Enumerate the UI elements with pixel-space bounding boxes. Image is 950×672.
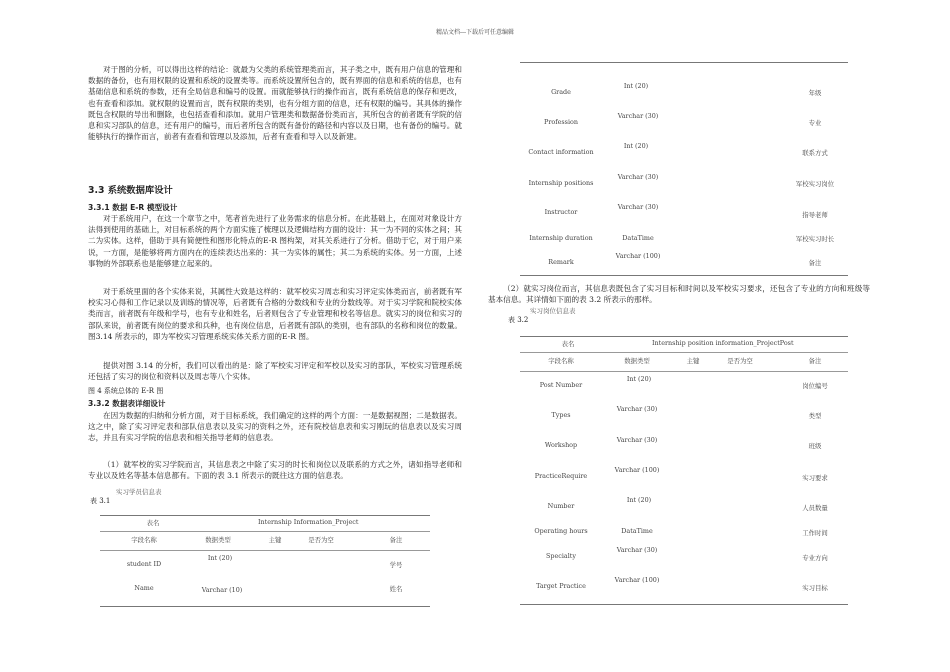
paragraph-tables: 在因为数据的归纳和分析方面，对于目标系统，我们确定的这样的两个方面：一是数据视图；二是数据表。这之中，除了实习评定表和部队信息表以及实习的资料之外，还有院校信息表和实习刚玩的信息表以及实习周志，并且有实习学院的信息表和相关指导老师的信息表。 (88, 411, 462, 443)
cell-field: Operating hours (534, 527, 588, 535)
cell-note: 姓名 (389, 585, 403, 593)
cell-type: Varchar (30) (616, 546, 658, 554)
cell-note: 专业 (808, 119, 822, 127)
cell-type: DataTime (621, 527, 653, 535)
header-field-name: 字段名称 (548, 357, 574, 365)
section-heading-3-3-2: 3.3.2 数据表详细设计 (88, 399, 166, 408)
cell-field: Instructor (544, 208, 578, 216)
table-bottom-rule (520, 275, 848, 276)
cell-note: 军校实习时长 (795, 235, 835, 243)
cell-type: DataTime (622, 234, 654, 242)
header-field-name: 字段名称 (131, 536, 157, 544)
cell-type: Varchar (30) (616, 436, 658, 444)
header-nullable: 是否为空 (727, 357, 753, 365)
table-name-value: Internship position information_ProjectPost (652, 339, 794, 347)
paragraph-table-3-2-intro: （2）就实习岗位而言，其信息表既包含了实习目标和时间以及军校实习要求，还包含了专业的方向和班级等基本信息。其详情如下面的表 3.2 所表示的那样。 (488, 284, 870, 305)
header-primary-key: 主键 (268, 536, 282, 544)
cell-note: 工作时间 (802, 529, 828, 537)
cell-field: Internship duration (529, 234, 593, 242)
cell-type: Varchar (100) (614, 576, 660, 584)
paragraph-analysis: 对于图的分析，可以得出这样的结论：就最为父类的系统管理类而言，其子类之中，既有用户信息的管理和数据的备份，也有用权限的设置和系统的设置类等。而系统设置所包含的，既有界面的信息和系统的信息，也有基础信息和系统的参数，还有全局信息和编号的设置。而就能够执行的操作而言，既有系统信息的保存和更改，也有查看和添加。就权限的设置而言，既有权限的类别，也有分组方面的信息，还有权限的编号。其具体的操作既包含权限的导出和删除，也包括查看和添加。就用户管理类和数据备份类而言，其所包含的前者既有学院的信息和实习部队的信息，还有用户的编号，而后者所包含的既有备份的路径和内容以及日期，也有备份的编号。就能够执行的操作而言，前者有查看和管理以及添加，后者有查看和导入以及新建。 (88, 65, 462, 142)
cell-note: 人员数量 (802, 504, 828, 512)
cell-note: 年级 (808, 89, 822, 97)
cell-field: PracticeRequire (534, 472, 588, 480)
paragraph-er-analysis: 提供对图 3.14 的分析，我们可以看出的是：除了军校实习评定和军校以及实习的部队，军校实习管理系统还包括了实习的岗位和资料以及周志等八个实体。 (88, 361, 462, 382)
cell-note: 类型 (808, 412, 822, 420)
table-bottom-rule (100, 606, 430, 607)
cell-field: Types (551, 411, 571, 419)
table-rule (520, 371, 848, 372)
cell-type: Int (20) (623, 142, 649, 150)
paragraph-er-model: 对于系统用户，在这一个章节之中，笔者首先进行了业务需求的信息分析。在此基础上，在面对对象设计方法得到使用的基础上，对目标系统的两个方面实施了梳理以及逻辑结构方面的设计：其一为不同的实体之间；其二为实体。这样，借助于具有简便性和图形化特点的E-R 图构架，对其关系进行了分析。借助于它，对于用户来说，一方面，是能够将两方面内在的连续表达出来的：其一为实体的属性；其二为系统的实体。另一方面，上述事物的外部联系也是能够建立起来的。 (88, 214, 462, 268)
table-rule (520, 352, 848, 353)
cell-type: Varchar (30) (617, 173, 659, 181)
cell-note: 联系方式 (802, 149, 828, 157)
section-heading-3-3-1: 3.3.1 数据 E-R 模型设计 (88, 203, 178, 212)
header-data-type: 数据类型 (624, 357, 650, 365)
cell-field: student ID (126, 560, 162, 568)
cell-field: Profession (544, 118, 578, 126)
cell-type: Varchar (10) (201, 586, 243, 594)
cell-note: 岗位编号 (802, 382, 828, 390)
page-header: 精品文档---下载后可任意编辑 (435, 29, 515, 36)
cell-type: Int (20) (207, 554, 233, 562)
cell-field: Name (134, 584, 154, 592)
table-handwritten-title: 实习学员信息表 (116, 488, 162, 496)
table-bottom-rule (520, 604, 848, 605)
cell-field: Workshop (544, 441, 578, 449)
table-label: 表 3.2 (508, 316, 529, 324)
cell-note: 实习目标 (802, 584, 828, 592)
cell-field: Post Number (539, 381, 583, 389)
cell-note: 专业方向 (802, 554, 828, 562)
table-handwritten-title: 实习岗位信息表 (530, 307, 576, 315)
cell-field: Grade (551, 88, 571, 96)
table-rule (100, 550, 430, 551)
table-name-label: 表名 (146, 519, 160, 527)
cell-note: 军校实习岗位 (795, 180, 835, 188)
header-data-type: 数据类型 (205, 536, 231, 544)
header-primary-key: 主键 (686, 357, 700, 365)
cell-field: Target Practice (536, 582, 586, 590)
table-rule (100, 531, 430, 532)
cell-field: Remark (548, 258, 574, 266)
cell-field: Specialty (546, 552, 576, 560)
cell-type: Int (20) (623, 82, 649, 90)
cell-note: 班级 (808, 442, 822, 450)
cell-type: Int (20) (626, 496, 652, 504)
header-remark: 备注 (808, 357, 822, 365)
header-nullable: 是否为空 (308, 536, 334, 544)
cell-type: Int (20) (626, 375, 652, 383)
cell-type: Varchar (30) (617, 203, 659, 211)
table-name-label: 表名 (561, 340, 575, 348)
paragraph-table-3-1-intro: （1）就军校的实习学院而言，其信息表之中除了实习的时长和岗位以及联系的方式之外，诸如指导老师和专业以及姓名等基本信息都有。下面的表 3.1 所表示的既往这方面的信息表。 (88, 460, 462, 481)
cell-type: Varchar (30) (616, 405, 658, 413)
table-top-rule (520, 62, 848, 63)
cell-type: Varchar (30) (617, 112, 659, 120)
cell-field: Number (547, 502, 575, 510)
cell-note: 学号 (389, 561, 403, 569)
figure-caption: 图 4 系统总体的 E-R 图 (88, 387, 164, 395)
table-top-rule (520, 336, 848, 337)
table-name-value: Internship Information_Project (258, 518, 359, 526)
cell-type: Varchar (100) (615, 252, 661, 260)
header-remark: 备注 (389, 536, 403, 544)
cell-note: 备注 (808, 259, 822, 267)
cell-type: Varchar (100) (614, 466, 660, 474)
section-heading-3-3: 3.3 系统数据库设计 (88, 185, 173, 196)
cell-note: 指导老师 (802, 211, 828, 219)
cell-field: Contact information (528, 148, 594, 156)
cell-note: 实习要求 (802, 474, 828, 482)
table-top-rule (100, 515, 430, 516)
paragraph-entities: 对于系统里面的各个实体来说，其属性大致是这样的：就军校实习周志和实习评定实体类而言，前者既有军校实习心得和工作记录以及训练的情况等，后者既有合格的分数线和专业的分数线等。对于实习学院和院校实体类而言，前者既有年级和学号，也有专业和姓名，后者则包含了专业管理和校名等信息。就实习的岗位和实习的部队来说，前者既有岗位的要求和兵种，也有岗位信息，后者既有部队的类别，也有部队的名称和岗位的数量。图3.14 所表示的，即为军校实习管理系统实体关系方面的E-R 图。 (88, 287, 462, 341)
table-label: 表 3.1 (90, 497, 111, 505)
cell-field: Internship positions (528, 179, 594, 187)
